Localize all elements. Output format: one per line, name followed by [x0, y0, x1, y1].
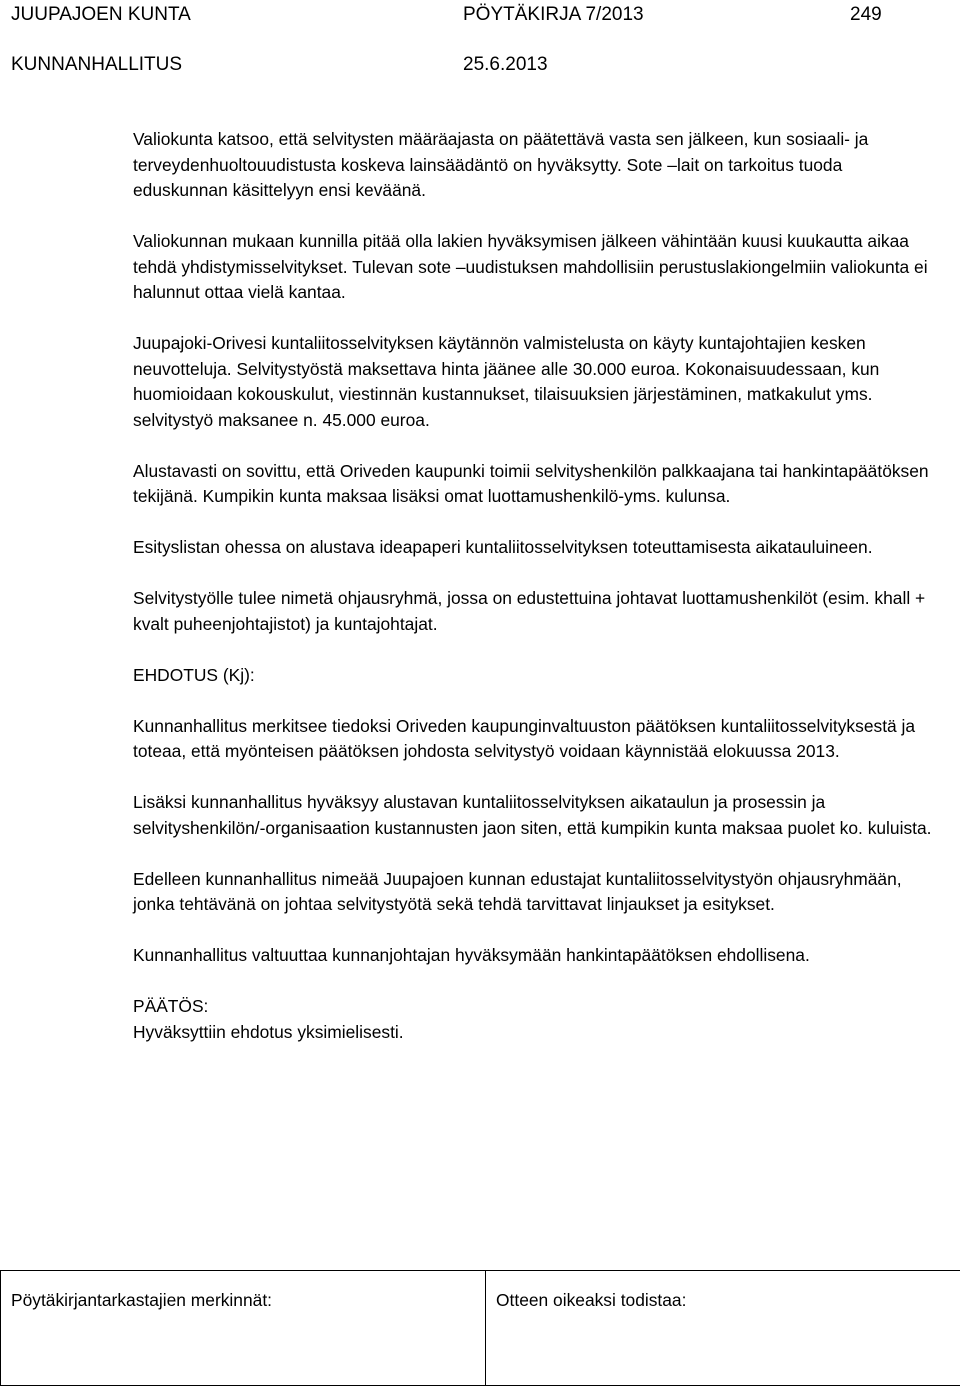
- body-paragraph-1: Valiokunta katsoo, että selvitysten määräajasta on päätettävä vasta sen jälkeen, kun sosiaali- ja terveydenhuoltouudistusta koskeva lainsäädäntö on hyväksytty. Sote –lait on tarkoitus tuoda eduskunnan käsittelyyn ensi keväänä.: [133, 129, 869, 200]
- certified-cell: [486, 1271, 960, 1386]
- document-title: PÖYTÄKIRJA 7/2013: [463, 4, 644, 25]
- reviewers-cell: [1, 1271, 486, 1386]
- decision-text: Hyväksyttiin ehdotus yksimielisesti.: [133, 1021, 404, 1042]
- signature-table: [0, 1270, 960, 1386]
- certified-label: Otteen oikeaksi todistaa:: [496, 1290, 687, 1310]
- body-paragraph-2: Valiokunnan mukaan kunnilla pitää olla lakien hyväksymisen jälkeen vähintään kuusi kuukautta aikaa tehdä yhdistymisselvitykset. Tulevan sote –uudistuksen mahdollisiin perustuslakiongelmiin valiokunta ei halunnut ottaa vielä kantaa.: [133, 231, 928, 302]
- decision-heading: PÄÄTÖS:: [133, 996, 209, 1016]
- proposal-paragraph-4: Kunnanhallitus valtuuttaa kunnanjohtajan hyväksymään hankintapäätöksen ehdollisena.: [133, 945, 810, 965]
- body-paragraph-3: Juupajoki-Orivesi kuntaliitosselvityksen käytännön valmistelusta on käyty kuntajohtajien kesken neuvotteluja. Selvitystyöstä maksettava hinta jäänee alle 30.000 euroa. Kokonaisuudessaan, kun huomioidaan kokouskulut, viestinnän kustannukset, tilaisuuksien järjestäminen, matkakulut yms. selvitystyö maksanee n. 45.000 euroa.: [133, 333, 880, 430]
- page-number: 249: [850, 4, 882, 25]
- signature-footer: [0, 1270, 960, 1389]
- organization-name: JUUPAJOEN KUNTA: [11, 4, 191, 25]
- document-body: [133, 127, 933, 1045]
- proposal-paragraph-3: Edelleen kunnanhallitus nimeää Juupajoen kunnan edustajat kuntaliitosselvitystyön ohjausryhmään, jonka tehtävänä on johtaa selvitystyötä sekä tehdä tarvittavat linjaukset ja esitykset.: [133, 868, 902, 914]
- meeting-date: 25.6.2013: [463, 54, 548, 75]
- body-paragraph-4: Alustavasti on sovittu, että Oriveden kaupunki toimii selvityshenkilön palkkaajana tai hankintapäätöksen tekijänä. Kumpikin kunta maksaa lisäksi omat luottamushenkilö-yms. kulunsa.: [133, 460, 929, 506]
- body-paragraph-6: Selvitystyölle tulee nimetä ohjausryhmä, jossa on edustettuina johtavat luottamushenkilöt (esim. khall + kvalt puheenjohtajistot) ja kuntajohtajat.: [133, 588, 926, 634]
- proposal-paragraph-1: Kunnanhallitus merkitsee tiedoksi Oriveden kaupunginvaltuuston päätöksen kuntaliitosselvityksestä ja toteaa, että myönteisen päätöksen johdosta selvitystyö voidaan käynnistää elokuussa 2013.: [133, 715, 916, 761]
- proposal-heading: EHDOTUS (Kj):: [133, 664, 255, 685]
- reviewers-label: Pöytäkirjantarkastajien merkinnät:: [11, 1290, 272, 1310]
- body-paragraph-5: Esityslistan ohessa on alustava ideapaperi kuntaliitosselvityksen toteuttamisesta aikatauluineen.: [133, 537, 873, 557]
- proposal-paragraph-2: Lisäksi kunnanhallitus hyväksyy alustavan kuntaliitosselvityksen aikataulun ja prosessin ja selvityshenkilön/-organisaation kustannusten jaon siten, että kumpikin kunta maksaa puolet ko. kuluista.: [133, 792, 932, 838]
- governing-body: KUNNANHALLITUS: [11, 54, 183, 75]
- document-header: [0, 0, 960, 80]
